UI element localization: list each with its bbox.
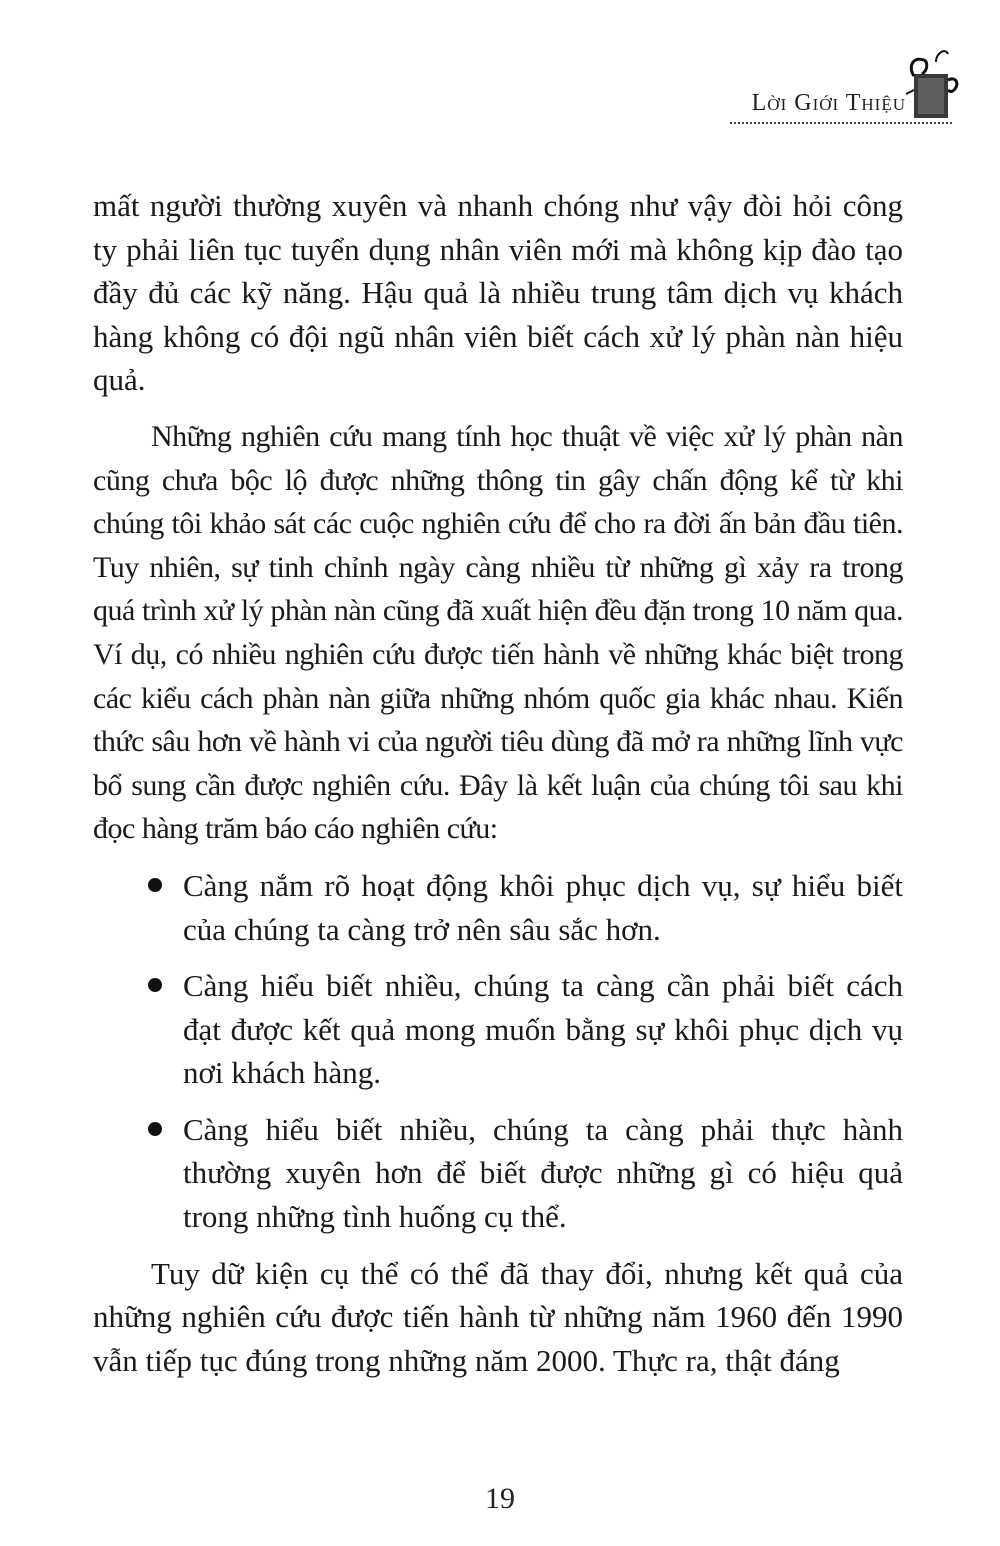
list-item-text: Càng nắm rõ hoạt động khôi phục dịch vụ, sự hiểu biết của chúng ta càng trở nên sâu sắc hơn.	[183, 867, 903, 947]
paragraph: Những nghiên cứu mang tính học thuật về việc xử lý phàn nàn cũng chưa bộc lộ được những thông tin gây chấn động kể từ khi chúng tôi khảo sát các cuộc nghiên cứu để cho ra đời ấn bản đầu tiên. Tuy nhiên, sự tinh chỉnh ngày càng nhiều từ những gì xảy ra trong quá trình xử lý phàn nàn cũng đã xuất hiện đều đặn trong 10 năm qua. Ví dụ, có nhiều nghiên cứu được tiến hành về những khác biệt trong các kiểu cách phàn nàn giữa những nhóm quốc gia khác nhau. Kiến thức sâu hơn về hành vi của người tiêu dùng đã mở ra những lĩnh vực bổ sung cần được nghiên cứu. Đây là kết luận của chúng tôi sau khi đọc hàng trăm báo cáo nghiên cứu:	[93, 419, 903, 846]
bullet-icon	[148, 1122, 162, 1136]
page-number: 19	[485, 1482, 515, 1515]
list-item	[93, 1108, 903, 1239]
gift-bag-icon	[902, 46, 962, 122]
list-item	[93, 864, 903, 951]
list-item	[93, 964, 903, 1095]
list-item-text: Càng hiểu biết nhiều, chúng ta càng phải thực hành thường xuyên hơn để biết được những gì có hiệu quả trong những tình huống cụ thể.	[183, 1111, 903, 1235]
bullet-list	[93, 864, 903, 1239]
paragraph: Tuy dữ kiện cụ thể có thể đã thay đổi, nhưng kết quả của những nghiên cứu được tiến hành từ những năm 1960 đến 1990 vẫn tiếp tục đúng trong những năm 2000. Thực ra, thật đáng	[93, 1255, 903, 1378]
running-header	[722, 86, 982, 136]
body-text	[93, 184, 903, 1382]
paragraph: mất người thường xuyên và nhanh chóng như vậy đòi hỏi công ty phải liên tục tuyển dụng nhân viên mới mà không kịp đào tạo đầy đủ các kỹ năng. Hậu quả là nhiều trung tâm dịch vụ khách hàng không có đội ngũ nhân viên biết cách xử lý phàn nàn hiệu quả.	[93, 188, 903, 398]
header-rule	[730, 122, 952, 124]
bullet-icon	[148, 978, 162, 992]
list-item-text: Càng hiểu biết nhiều, chúng ta càng cần phải biết cách đạt được kết quả mong muốn bằng sự khôi phục dịch vụ nơi khách hàng.	[183, 968, 903, 1091]
bullet-icon	[148, 878, 162, 892]
chapter-title: Lời Giới Thiệu	[751, 90, 906, 116]
